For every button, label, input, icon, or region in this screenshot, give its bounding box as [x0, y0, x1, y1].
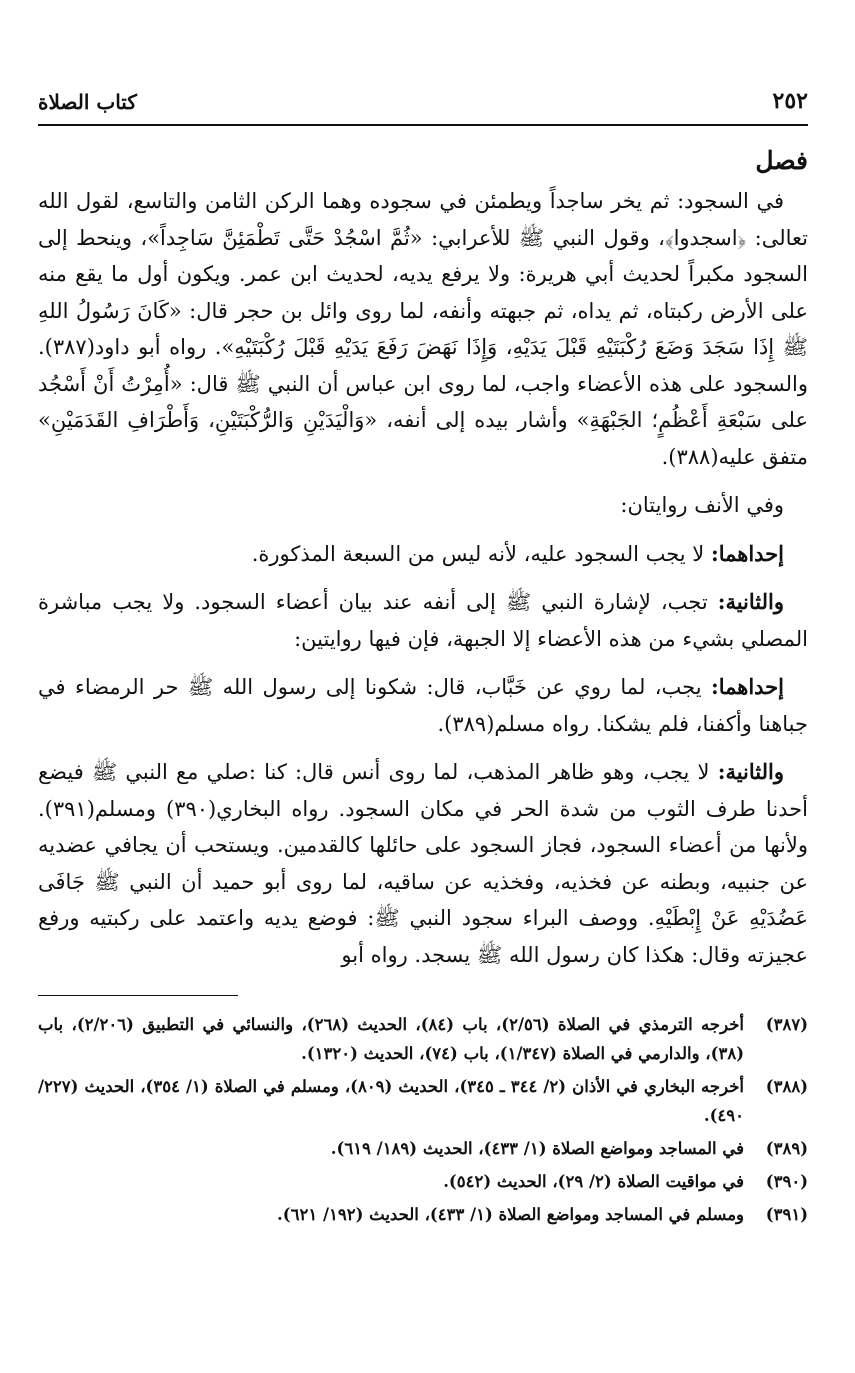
- page-header: [38, 62, 808, 126]
- narration-text: لا يجب السجود عليه، لأنه ليس من السبعة المذكورة.: [251, 541, 711, 566]
- page-number: ٢٥٢: [772, 88, 808, 114]
- paragraph-first-narration: [38, 536, 808, 573]
- narration-lead: والثانية:: [717, 589, 784, 614]
- footnote-text: أخرجه الترمذي في الصلاة (٢/٥٦)، باب (٨٤)، الحديث (٢٦٨)، والنسائي في التطبيق (٢/٢٠٦)، باب (٣٨)، والدارمي في الصلاة (١/٣٤٧)، باب (٧٤)، الحديث (١٣٢٠).: [38, 1015, 744, 1063]
- footnote: [38, 1167, 808, 1196]
- footnote-text: في المساجد ومواضع الصلاة (١/ ٤٣٣)، الحديث (١٨٩/ ٦١٩).: [330, 1139, 744, 1158]
- footnote-number: (٣٩١): [765, 1205, 808, 1224]
- footnote-divider: [38, 995, 238, 996]
- footnote-number: (٣٨٧): [765, 1015, 808, 1034]
- footnote: [38, 1134, 808, 1163]
- footnote: [38, 1010, 808, 1068]
- book-page: [38, 62, 808, 1352]
- running-title: كتاب الصلاة: [38, 90, 137, 114]
- footnote-text: في مواقيت الصلاة (٢/ ٢٩)، الحديث (٥٤٢).: [443, 1172, 744, 1191]
- paragraph-second-narration: [38, 584, 808, 657]
- paragraph-nose: وفي الأنف روايتان:: [620, 493, 784, 517]
- footnote: [38, 1200, 808, 1229]
- main-text: [38, 183, 808, 973]
- narration-lead: والثانية:: [717, 759, 784, 784]
- narration-lead: إحداهما:: [710, 540, 784, 566]
- footnote: [38, 1072, 808, 1130]
- narration-text: لا يجب، وهو ظاهر المذهب، لما روى أنس قال: كنا :صلي مع النبي ﷺ فيضع أحدنا طرف الثوب من شدة الحر في مكان السجود. رواه البخاري(٣٩٠) ومسلم(٣٩١). ولأنها من أعضاء السجود، فجاز السجود على حائلها كالقدمين. ويستحب أن يجافي عضديه عن جنبيه، وبطنه عن فخذيه، وفخذيه عن ساقيه، لما روى أبو حميد أن النبي ﷺ جَافَى عَضُدَيْهِ عَنْ إِبْطَيْهِ. ووصف البراء سجود النبي ﷺ: فوضع يديه واعتمد على ركبتيه ورفع عجيزته وقال: هكذا كان رسول الله ﷺ يسجد. رواه أبو: [38, 760, 808, 967]
- footnote-number: (٣٩٠): [765, 1172, 808, 1191]
- footnote-text: أخرجه البخاري في الأذان (٢/ ٣٤٤ ـ ٣٤٥)، الحديث (٨٠٩)، ومسلم في الصلاة (١/ ٣٥٤)، الحديث (٢٢٧/ ٤٩٠).: [38, 1077, 744, 1125]
- paragraph-sujud: في السجود: ثم يخر ساجداً ويطمئن في سجوده وهما الركن الثامن والتاسع، لقول الله تعالى: ﴿اسجدوا﴾، وقول النبي ﷺ للأعرابي: «ثُمَّ اسْجُدْ حَتَّى تَطْمَئِنَّ سَاجِداً»، وينحط إلى السجود مكبراً لحديث أبي هريرة: ولا يرفع يديه، لحديث ابن عمر. ويكون أول ما يقع منه على الأرض ركبتاه، ثم يداه، ثم جبهته وأنفه، لما روى وائل بن حجر قال: «كَانَ رَسُولُ اللهِ ﷺ إِذَا سَجَدَ وَضَعَ رُكْبَتَيْهِ قَبْلَ يَدَيْهِ، وَإِذَا نَهَضَ رَفَعَ يَدَيْهِ قَبْلَ رُكْبَتَيْهِ». رواه أبو داود(٣٨٧). والسجود على هذه الأعضاء واجب، لما روى ابن عباس أن النبي ﷺ قال: «أُمِرْتُ أَنْ أَسْجُد على سَبْعَةِ أَعْظُمٍ؛ الجَبْهَةِ» وأشار بيده إلى أنفه، «وَالْيَدَيْنِ وَالرُّكْبَتَيْنِ، وَأَطْرَافِ القَدَمَيْنِ» متفق عليه(٣٨٨).: [38, 189, 808, 469]
- footnote-number: (٣٨٨): [765, 1077, 808, 1096]
- narration-text: تجب، لإشارة النبي ﷺ إلى أنفه عند بيان أعضاء السجود. ولا يجب مباشرة المصلي بشيء من هذه الأعضاء إلا الجبهة، فإن فيها روايتين:: [38, 590, 808, 651]
- paragraph-forehead-first: [38, 669, 808, 742]
- narration-text: يجب، لما روي عن خَبَّاب، قال: شكونا إلى رسول الله ﷺ حر الرمضاء في جباهنا وأكفنا، فلم يشكنا. رواه مسلم(٣٨٩).: [38, 675, 808, 736]
- narration-lead: إحداهما:: [710, 674, 784, 699]
- footnote-text: ومسلم في المساجد ومواضع الصلاة (١/ ٤٣٣)، الحديث (١٩٢/ ٦٢١).: [277, 1205, 744, 1224]
- footnotes: [38, 1010, 808, 1229]
- footnote-number: (٣٨٩): [765, 1139, 808, 1158]
- paragraph-forehead-second: [38, 754, 808, 973]
- section-heading: فصل: [755, 146, 808, 175]
